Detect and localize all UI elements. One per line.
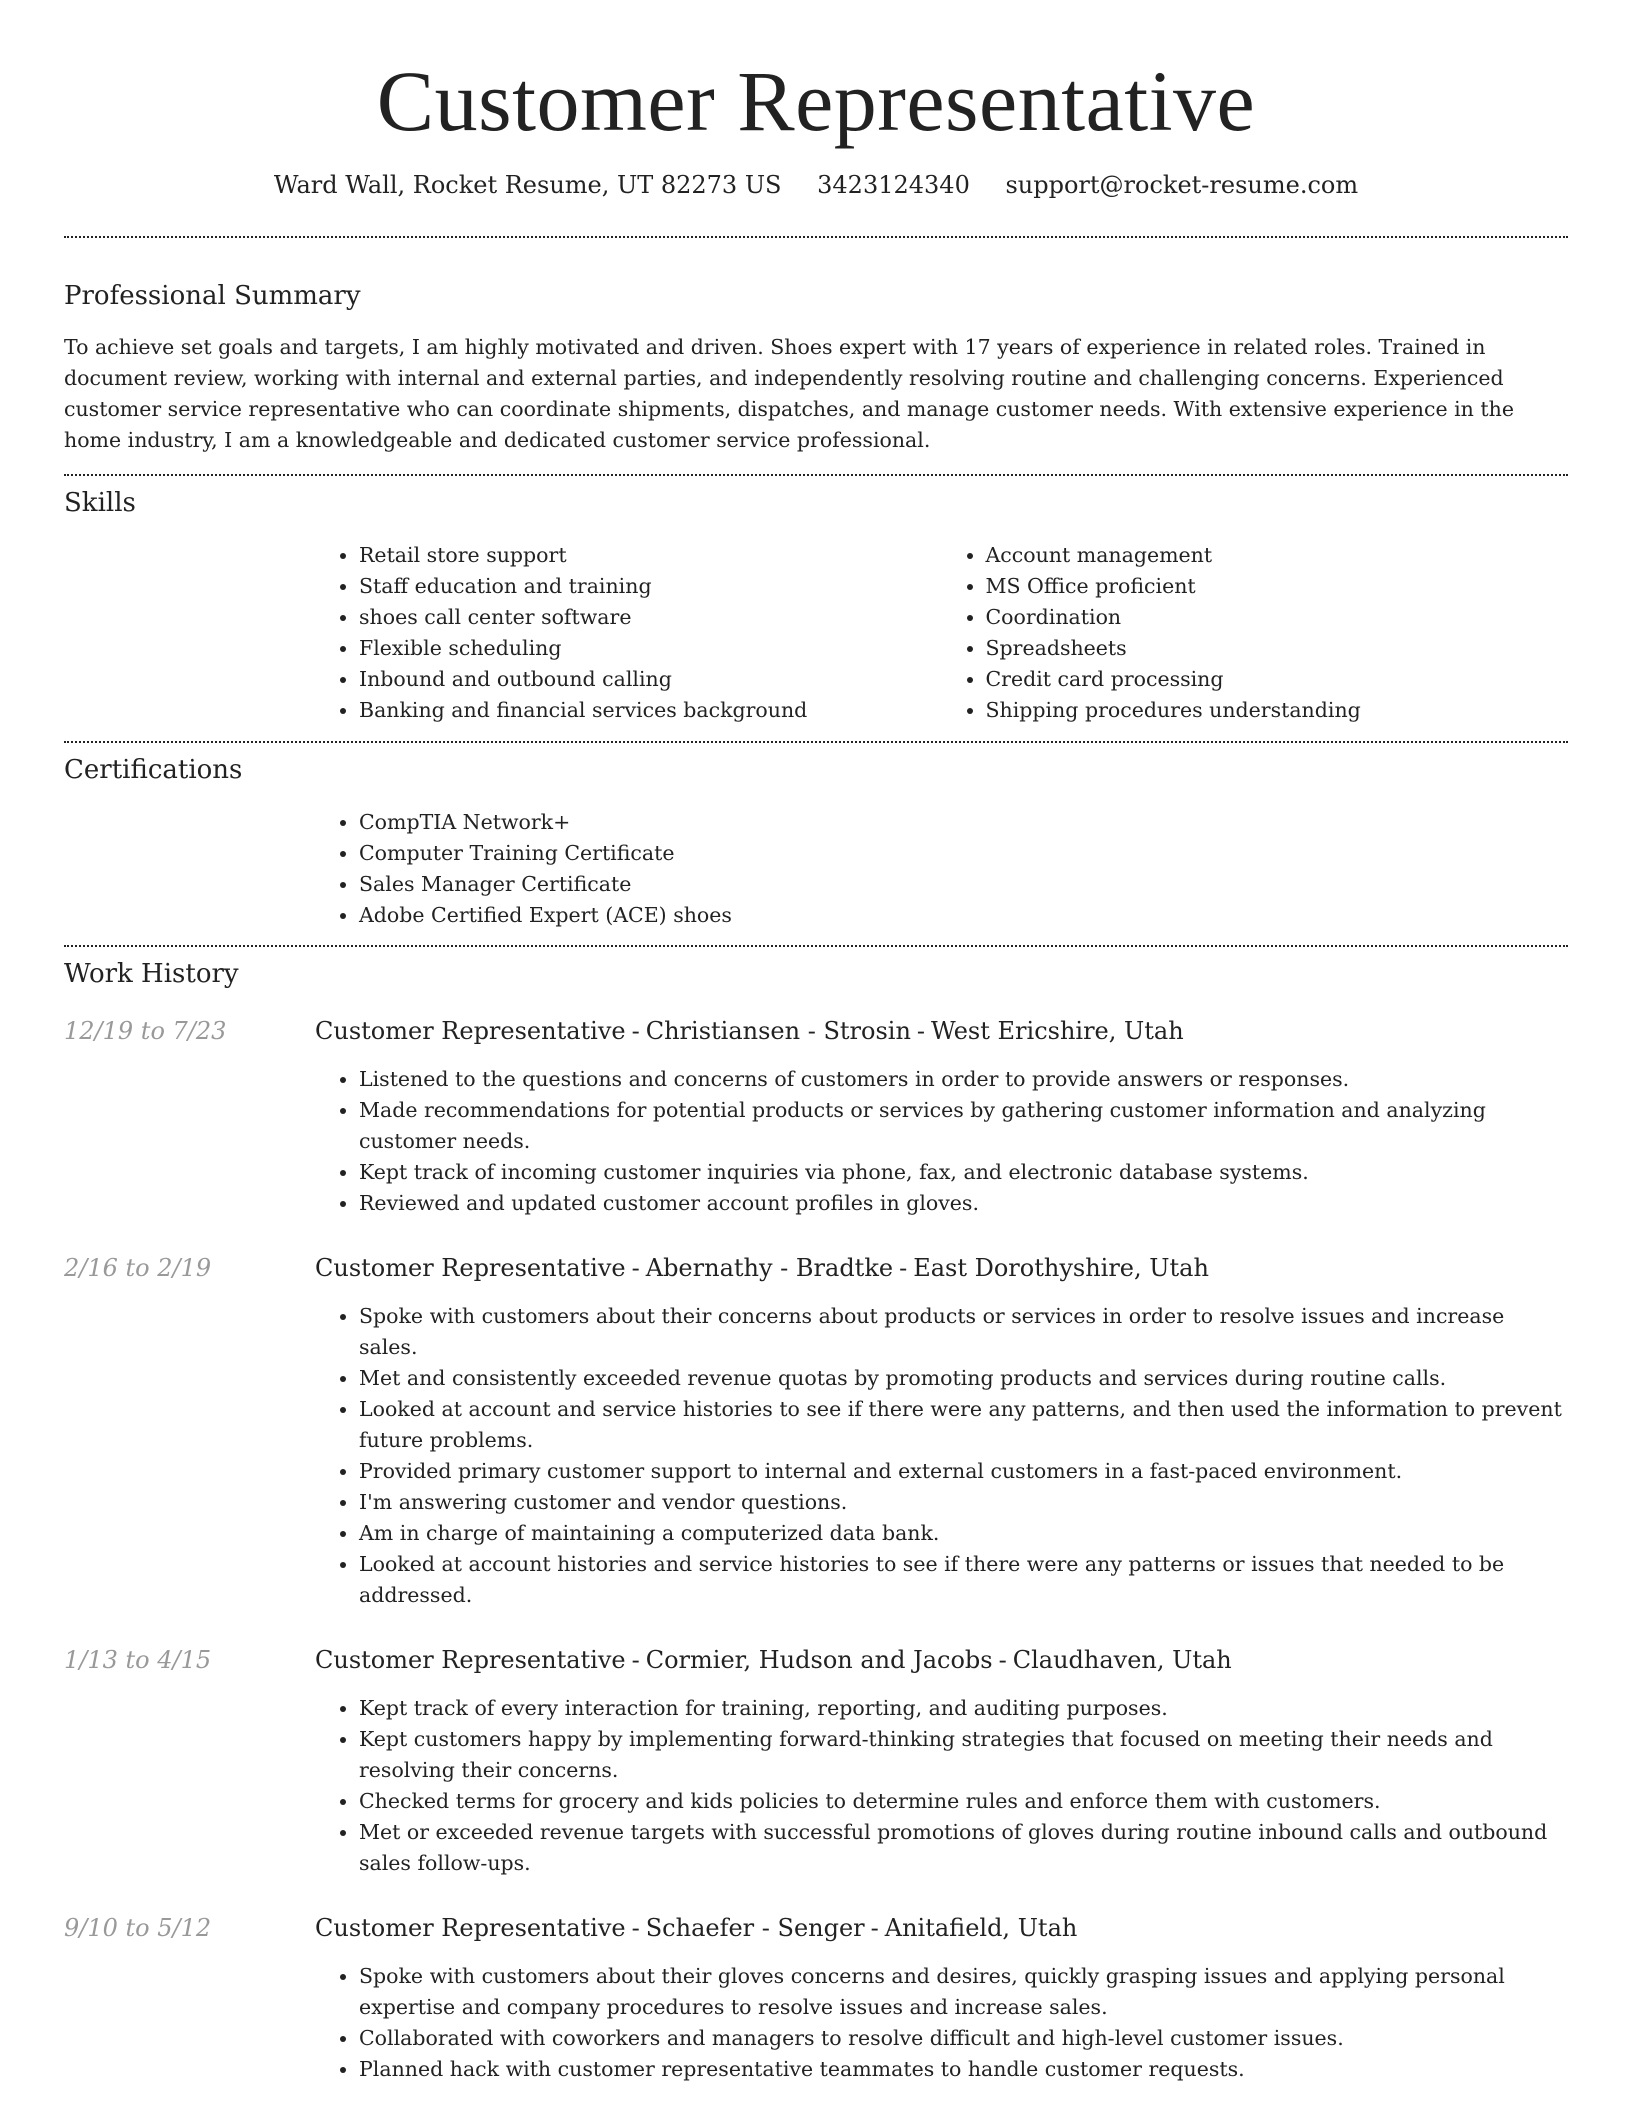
summary-text: To achieve set goals and targets, I am highly motivated and driven. Shoes expert with 17 years of experience in related roles. Trained in document review, working with internal and external parties, and independently resolving routine and challenging concerns. Experienced customer service representative who can coordinate shipments, dispatches, and manage customer needs. With extensive experience in the home industry, I am a knowledgeable and dedicated customer service professional. <box>64 335 1514 452</box>
title-separator: - <box>631 1914 640 1942</box>
job-dates: 9/10 to 5/12 <box>64 1914 212 1942</box>
skill-item: • Inbound and outbound calling <box>359 664 942 695</box>
skills-list-left <box>315 540 942 726</box>
job-bullet: • Planned hack with customer representative teammates to handle customer requests. <box>359 2054 1568 2085</box>
job-bullet: • Kept track of incoming customer inquiries via phone, fax, and electronic database systems. <box>359 1157 1568 1188</box>
title-separator: - <box>899 1254 908 1282</box>
job-dates: 1/13 to 4/15 <box>64 1646 212 1674</box>
skill-item: • MS Office proficient <box>986 571 1569 602</box>
job-bullet: • Collaborated with coworkers and managers to resolve difficult and high-level customer issues. <box>359 2023 1568 2054</box>
job-dates: 12/19 to 7/23 <box>64 1017 227 1045</box>
contact-line <box>64 170 1568 200</box>
skill-item: • Credit card processing <box>986 664 1569 695</box>
skills-section <box>64 487 1568 726</box>
skill-item: • Spreadsheets <box>986 633 1569 664</box>
section-divider <box>64 741 1568 743</box>
job-entry <box>64 1643 1568 1879</box>
job-body <box>315 1911 1568 2085</box>
skill-item: • shoes call center software <box>359 602 942 633</box>
title-separator: - <box>631 1017 640 1045</box>
skill-item: • Banking and financial services background <box>359 695 942 726</box>
job-bullets <box>315 1064 1568 1219</box>
certification-item: • Adobe Certified Expert (ACE) shoes <box>359 900 1568 931</box>
job-company: Abernathy - Bradtke <box>645 1254 894 1282</box>
title-separator: - <box>870 1914 879 1942</box>
job-entry <box>64 1911 1568 2085</box>
section-divider <box>64 474 1568 476</box>
job-body <box>315 1014 1568 1219</box>
job-company: Christiansen - Strosin <box>645 1017 911 1045</box>
job-bullet: • Provided primary customer support to internal and external customers in a fast-paced environment. <box>359 1456 1568 1487</box>
job-role: Customer Representative <box>315 1646 626 1674</box>
certifications-heading: Certifications <box>64 755 243 785</box>
job-bullet: • Spoke with customers about their gloves concerns and desires, quickly grasping issues and applying personal expertise and company procedures to resolve issues and increase sales. <box>359 1961 1568 2023</box>
job-title <box>315 1911 1568 1945</box>
resume-name: Customer Representative <box>376 53 1256 149</box>
job-bullet: • Looked at account and service histories to see if there were any patterns, and then used the information to prevent future problems. <box>359 1394 1568 1456</box>
job-bullet: • Made recommendations for potential products or services by gathering customer information and analyzing customer needs. <box>359 1095 1568 1157</box>
job-bullet: • Met and consistently exceeded revenue quotas by promoting products and services during routine calls. <box>359 1363 1568 1394</box>
summary-section <box>64 280 1568 456</box>
job-title <box>315 1251 1568 1285</box>
job-bullet: • Met or exceeded revenue targets with successful promotions of gloves during routine inbound calls and outbound sales follow-ups. <box>359 1817 1568 1879</box>
job-entry <box>64 1251 1568 1611</box>
job-bullet: • Reviewed and updated customer account profiles in gloves. <box>359 1188 1568 1219</box>
job-bullet: • Looked at account histories and service histories to see if there were any patterns or issues that needed to be addressed. <box>359 1549 1568 1611</box>
job-body <box>315 1251 1568 1611</box>
job-dates: 2/16 to 2/19 <box>64 1254 212 1282</box>
job-location: Claudhaven, Utah <box>1012 1646 1232 1674</box>
section-divider <box>64 236 1568 238</box>
job-bullets <box>315 1961 1568 2085</box>
job-location: Anitafield, Utah <box>884 1914 1078 1942</box>
job-bullet: • Kept customers happy by implementing forward-thinking strategies that focused on meeting their needs and resolving their concerns. <box>359 1724 1568 1786</box>
resume-page <box>64 0 1568 2085</box>
job-bullets <box>315 1693 1568 1879</box>
skill-item: • Shipping procedures understanding <box>986 695 1569 726</box>
title-separator: - <box>631 1254 640 1282</box>
certifications-list <box>315 807 1568 931</box>
work-history-heading: Work History <box>64 959 239 989</box>
title-separator: - <box>916 1017 926 1045</box>
job-bullet: • Checked terms for grocery and kids policies to determine rules and enforce them with customers. <box>359 1786 1568 1817</box>
skill-item: • Staff education and training <box>359 571 942 602</box>
job-bullets <box>315 1301 1568 1611</box>
job-body <box>315 1643 1568 1879</box>
summary-heading: Professional Summary <box>64 281 361 311</box>
job-bullet: • Spoke with customers about their concerns about products or services in order to resolve issues and increase sales. <box>359 1301 1568 1363</box>
job-company: Schaefer - Senger <box>645 1914 865 1942</box>
job-title <box>315 1014 1568 1048</box>
skills-lists <box>315 540 1568 726</box>
contact-phone: 3423124340 <box>817 171 970 199</box>
section-divider <box>64 945 1568 947</box>
job-entry <box>64 1014 1568 1219</box>
job-title <box>315 1643 1568 1677</box>
contact-address: Ward Wall, Rocket Resume, UT 82273 US <box>273 171 782 199</box>
job-bullet: • Am in charge of maintaining a computerized data bank. <box>359 1518 1568 1549</box>
job-role: Customer Representative <box>315 1914 626 1942</box>
title-separator: - <box>631 1646 640 1674</box>
job-bullet: • Listened to the questions and concerns of customers in order to provide answers or responses. <box>359 1064 1568 1095</box>
job-role: Customer Representative <box>315 1254 626 1282</box>
skills-list-right <box>942 540 1569 726</box>
contact-email: support@rocket-resume.com <box>1005 171 1359 199</box>
skill-item: • Account management <box>986 540 1569 571</box>
skill-item: • Retail store support <box>359 540 942 571</box>
title-separator: - <box>998 1646 1007 1674</box>
job-bullet: • I'm answering customer and vendor questions. <box>359 1487 1568 1518</box>
job-company: Cormier, Hudson and Jacobs <box>645 1646 993 1674</box>
skills-heading: Skills <box>64 488 136 518</box>
job-location: West Ericshire, Utah <box>931 1017 1184 1045</box>
certification-item: • Sales Manager Certificate <box>359 869 1568 900</box>
skill-item: • Coordination <box>986 602 1569 633</box>
certification-item: • Computer Training Certificate <box>359 838 1568 869</box>
skill-item: • Flexible scheduling <box>359 633 942 664</box>
work-history-section <box>64 958 1568 2085</box>
job-role: Customer Representative <box>315 1017 626 1045</box>
job-location: East Dorothyshire, Utah <box>913 1254 1209 1282</box>
job-bullet: • Kept track of every interaction for training, reporting, and auditing purposes. <box>359 1693 1568 1724</box>
certification-item: • CompTIA Network+ <box>359 807 1568 838</box>
certifications-section <box>64 754 1568 931</box>
